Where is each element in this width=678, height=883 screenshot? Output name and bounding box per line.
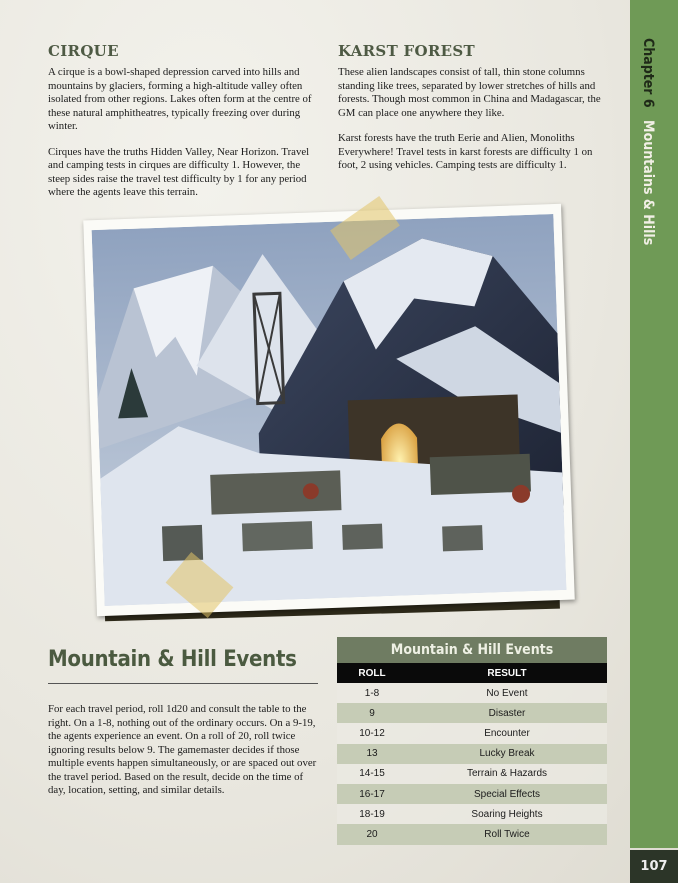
result-cell: Roll Twice: [484, 828, 530, 840]
header-roll: ROLL: [358, 667, 386, 679]
events-body: [48, 703, 318, 810]
table-row: [337, 744, 607, 764]
result-cell: Disaster: [488, 707, 526, 719]
header-result: RESULT: [487, 667, 527, 679]
cirque-paragraph-2: Cirques have the truths Hidden Valley, Near Horizon. Travel and camping tests in cirques are difficulty 1. However, the steep sides raise the travel test difficulty by 1 for any period where the agents leave this terrain.: [48, 145, 310, 198]
roll-cell: 20: [366, 828, 378, 840]
result-cell: Special Effects: [474, 788, 540, 800]
mountain-base-illustration: [92, 214, 567, 606]
events-heading: Mountain & Hill Events: [48, 647, 297, 672]
table-title: Mountain & Hill Events: [337, 637, 607, 663]
chapter-title: Mountains & Hills: [640, 120, 656, 246]
roll-cell: 9: [369, 707, 375, 719]
result-cell: Terrain & Hazards: [466, 768, 548, 780]
cirque-paragraph-1: A cirque is a bowl-shaped depression carved into hills and mountains by glaciers, forming a high-altitude valley often isolated from other regions. Lakes often form at the centre of these natural amphitheatres, typically freezing over during winter.: [48, 66, 312, 132]
table-row: [337, 784, 607, 804]
events-paragraph: For each travel period, roll 1d20 and consult the table to the right. On a 1-8, nothing out of the ordinary occurs. On a 9-19, the agents experience an event. On a roll of 20, roll twice ignoring results below 9. The gamemaster decides if those multiple events happen simultaneously, or are spaced out over the travel period. Based on the result, decide on the time of day, location, setting, and similar details.: [48, 703, 317, 796]
page-number: 107: [630, 850, 678, 883]
chapter-number: Chapter 6: [640, 38, 656, 108]
events-divider: [48, 683, 318, 684]
table-row: [337, 824, 607, 844]
roll-cell: 14-15: [359, 768, 385, 780]
table-body: [337, 683, 607, 845]
roll-cell: 10-12: [359, 727, 385, 739]
karst-section: [338, 42, 612, 185]
table-header: [337, 663, 607, 683]
cirque-section: [48, 42, 318, 212]
table-row: [337, 703, 607, 723]
table-row: [337, 723, 607, 743]
result-cell: Lucky Break: [479, 748, 535, 760]
table-row: [337, 804, 607, 824]
result-cell: Encounter: [484, 727, 530, 739]
cirque-heading: CIRQUE: [48, 42, 119, 60]
illustration-photo: [83, 204, 575, 616]
karst-paragraph-2: Karst forests have the truth Eerie and Alien, Monoliths Everywhere! Travel tests in karst forests are difficulty 1 on foot, 2 using vehicles. Camping tests are difficulty 1.: [338, 132, 593, 171]
chapter-label: [640, 38, 656, 245]
table-row: [337, 683, 607, 703]
table-row: [337, 764, 607, 784]
karst-heading: KARST FOREST: [338, 42, 475, 60]
events-table: [337, 637, 607, 845]
result-cell: Soaring Heights: [471, 808, 543, 820]
roll-cell: 18-19: [359, 808, 385, 820]
roll-cell: 16-17: [359, 788, 385, 800]
karst-paragraph-1: These alien landscapes consist of tall, thin stone columns standing like trees, separated by lower stretches of hills and forests. Though most common in China and Madagascar, the GM can place one anywhere they like.: [338, 66, 601, 119]
result-cell: No Event: [486, 687, 528, 699]
roll-cell: 13: [366, 748, 378, 760]
roll-cell: 1-8: [364, 687, 380, 699]
